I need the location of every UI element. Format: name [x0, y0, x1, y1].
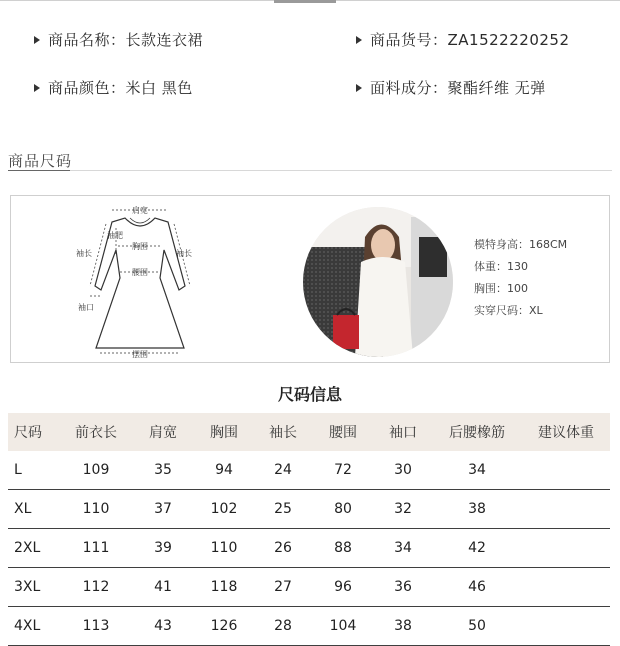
- table-title: 尺码信息: [277, 385, 342, 404]
- table-cell: 37: [132, 490, 194, 529]
- table-cell: 110: [194, 529, 254, 568]
- table-row: [8, 568, 610, 607]
- table-cell: 35: [132, 451, 194, 490]
- attr-product-code: 商品货号：ZA1522220252: [356, 30, 570, 50]
- table-cell: 4XL: [8, 607, 60, 646]
- table-row: [8, 529, 610, 568]
- table-cell: [522, 568, 610, 607]
- table-cell: [522, 607, 610, 646]
- table-cell: 102: [194, 490, 254, 529]
- table-cell: 88: [312, 529, 374, 568]
- header-front-length: 前衣长: [60, 413, 132, 451]
- table-cell: 38: [432, 490, 522, 529]
- table-cell: 24: [254, 451, 312, 490]
- table-row: [8, 490, 610, 529]
- header-shoulder: 肩宽: [132, 413, 194, 451]
- table-cell: 34: [374, 529, 432, 568]
- shoulder-label: 肩宽: [132, 206, 148, 215]
- table-cell: 42: [432, 529, 522, 568]
- table-cell: 94: [194, 451, 254, 490]
- header-cuff: 袖口: [374, 413, 432, 451]
- table-cell: 112: [60, 568, 132, 607]
- table-cell: [522, 529, 610, 568]
- cuff-label: 袖口: [78, 303, 94, 312]
- section-underline: [8, 170, 70, 171]
- waist-label: 腰围: [132, 268, 148, 277]
- armhole-label: 袖肥: [107, 231, 123, 240]
- table-cell: 43: [132, 607, 194, 646]
- table-row: [8, 607, 610, 646]
- sleeve-right-label: 袖长: [176, 249, 192, 258]
- attr-fabric: 面料成分：聚酯纤维 无弹: [356, 78, 546, 98]
- table-header-row: [8, 413, 610, 451]
- sleeve-left-label: 袖长: [76, 249, 92, 258]
- model-chest: 胸围：100: [474, 282, 528, 295]
- table-cell: 72: [312, 451, 374, 490]
- header-waist: 腰围: [312, 413, 374, 451]
- table-cell: [522, 451, 610, 490]
- model-height: 模特身高：168CM: [474, 238, 568, 251]
- attr-product-color: 商品颜色：米白 黑色: [34, 78, 193, 98]
- bullet-triangle-icon: [34, 36, 40, 44]
- table-cell: 3XL: [8, 568, 60, 607]
- table-cell: 111: [60, 529, 132, 568]
- table-cell: XL: [8, 490, 60, 529]
- table-cell: 27: [254, 568, 312, 607]
- table-cell: [522, 490, 610, 529]
- table-cell: 109: [60, 451, 132, 490]
- size-section-title: 商品尺码: [8, 152, 73, 170]
- header-weight: 建议体重: [522, 413, 610, 451]
- table-cell: 126: [194, 607, 254, 646]
- table-cell: 104: [312, 607, 374, 646]
- table-cell: 26: [254, 529, 312, 568]
- header-sleeve: 袖长: [254, 413, 312, 451]
- dress-measurement-diagram: [60, 198, 220, 360]
- table-cell: 34: [432, 451, 522, 490]
- top-tab-indicator: [274, 0, 336, 3]
- table-cell: 96: [312, 568, 374, 607]
- header-chest: 胸围: [194, 413, 254, 451]
- bullet-triangle-icon: [356, 36, 362, 44]
- table-cell: 113: [60, 607, 132, 646]
- table-row: [8, 451, 610, 490]
- bullet-triangle-icon: [356, 84, 362, 92]
- table-cell: 118: [194, 568, 254, 607]
- size-table: [8, 413, 610, 646]
- chest-label: 胸围: [132, 242, 148, 251]
- table-cell: 41: [132, 568, 194, 607]
- bullet-triangle-icon: [34, 84, 40, 92]
- table-cell: 2XL: [8, 529, 60, 568]
- hem-label: 摆围: [132, 350, 148, 359]
- table-cell: 32: [374, 490, 432, 529]
- table-cell: 38: [374, 607, 432, 646]
- table-cell: L: [8, 451, 60, 490]
- table-cell: 28: [254, 607, 312, 646]
- header-back-elastic: 后腰橡筋: [432, 413, 522, 451]
- model-weight: 体重：130: [474, 260, 528, 273]
- table-cell: 30: [374, 451, 432, 490]
- section-divider: [70, 170, 612, 171]
- table-cell: 36: [374, 568, 432, 607]
- table-cell: 50: [432, 607, 522, 646]
- table-cell: 39: [132, 529, 194, 568]
- attr-product-name: 商品名称：长款连衣裙: [34, 30, 203, 50]
- table-cell: 110: [60, 490, 132, 529]
- table-cell: 25: [254, 490, 312, 529]
- model-size: 实穿尺码：XL: [474, 304, 543, 317]
- table-cell: 46: [432, 568, 522, 607]
- header-size: 尺码: [8, 413, 60, 451]
- model-photo: [303, 207, 453, 357]
- table-cell: 80: [312, 490, 374, 529]
